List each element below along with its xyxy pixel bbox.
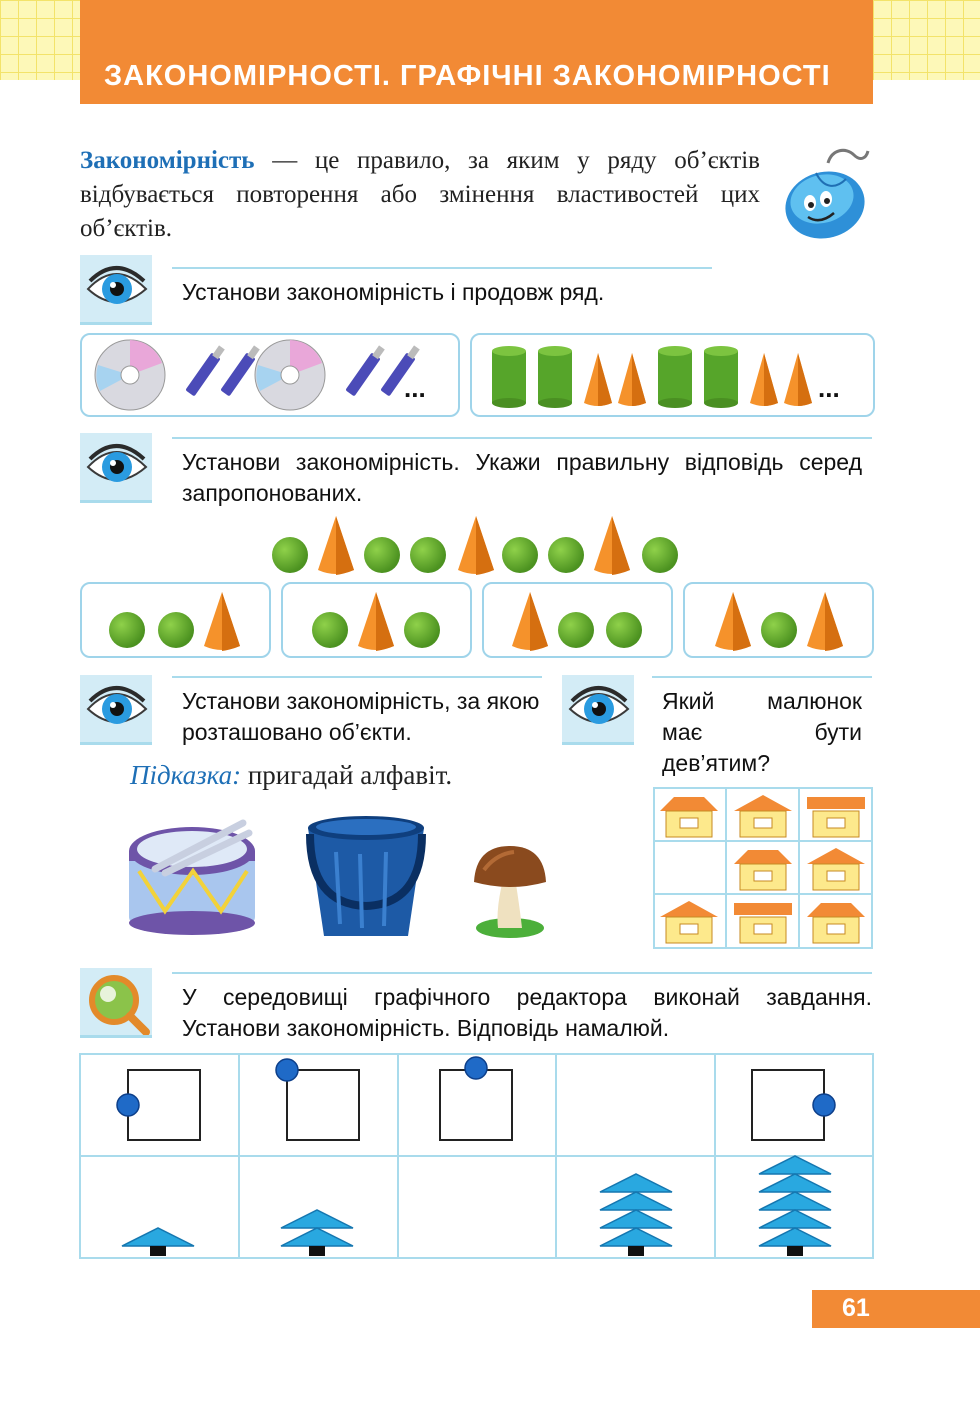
sequence-ellipsis: ... <box>818 373 840 403</box>
answer-option-4[interactable] <box>683 582 874 658</box>
answer-option-3-shapes <box>484 584 671 656</box>
task4-eye-box <box>562 675 634 743</box>
definition-text <box>80 144 760 246</box>
definition-term: Закономірність <box>80 147 255 174</box>
grid-decoration-right <box>873 0 980 80</box>
answer-option-4-shapes <box>685 584 872 656</box>
task5-rule <box>172 972 872 974</box>
task3-eye-box <box>80 675 152 743</box>
hint-text: пригадай алфавіт. <box>241 760 453 790</box>
eye-icon <box>80 675 152 743</box>
cylinder-cone-sequence <box>472 335 873 415</box>
drum-icon <box>125 815 260 935</box>
hint-label: Підказка: <box>130 760 242 790</box>
task3-hint <box>130 760 452 791</box>
eye-icon <box>562 675 634 743</box>
green-cylinder-icon <box>658 346 692 408</box>
eye-icon <box>80 433 152 501</box>
orange-cone-icon <box>750 353 778 406</box>
task1-rule <box>172 267 712 269</box>
task4-rule <box>652 676 872 678</box>
task3-rule <box>172 676 542 678</box>
usb-drive-icon <box>220 345 259 396</box>
page-number-tab <box>812 1290 980 1328</box>
computer-mouse-mascot-icon <box>780 145 880 243</box>
answer-option-1-shapes <box>82 584 269 656</box>
task2-eye-box <box>80 433 152 501</box>
task1-instruction: Установи закономірність і продовж ряд. <box>182 279 605 305</box>
task5-instruction: У середовищі графічного редактора виконай завдання. Установи закономірність. Відповідь намалюй. <box>182 984 872 1041</box>
task1-sequence-right <box>470 333 875 417</box>
page-title: ЗАКОНОМІРНОСТІ. ГРАФІЧНІ ЗАКОНОМІРНОСТІ <box>104 60 831 92</box>
orange-cone-icon <box>784 353 812 406</box>
green-cylinder-icon <box>538 346 572 408</box>
orange-cone-icon <box>618 353 646 406</box>
green-cylinder-icon <box>492 346 526 408</box>
pattern-drawing-grid <box>78 1052 875 1260</box>
usb-drive-icon <box>185 345 224 396</box>
magnifier-icon <box>80 968 152 1036</box>
bucket-icon <box>300 812 432 940</box>
usb-drive-icon <box>345 345 384 396</box>
green-cylinder-icon <box>704 346 738 408</box>
task2-rule <box>172 437 872 439</box>
task4-instruction: Який малюнок має бути дев’ятим? <box>662 688 862 776</box>
eye-icon <box>80 255 152 323</box>
task1-sequence-left <box>80 333 460 417</box>
cd-disc-icon <box>255 340 325 410</box>
task5-box <box>80 968 152 1036</box>
task2-instruction: Установи закономірність. Укажи правильну відповідь серед запропонованих. <box>182 449 862 506</box>
task1-eye-box <box>80 255 152 323</box>
mushroom-icon <box>470 840 548 940</box>
definition-body: — це правило, за яким у ряду об’єктів відбувається повторення або змінення властивостей цих об’єктів. <box>80 147 760 242</box>
ball-cone-sequence <box>268 510 688 576</box>
page-number: 61 <box>842 1294 870 1322</box>
cd-usb-sequence <box>82 335 458 415</box>
answer-option-1[interactable] <box>80 582 271 658</box>
answer-option-2-shapes <box>283 584 470 656</box>
sequence-ellipsis: ... <box>404 373 426 403</box>
orange-cone-icon <box>584 353 612 406</box>
answer-option-2[interactable] <box>281 582 472 658</box>
houses-grid <box>652 786 874 950</box>
cd-disc-icon <box>95 340 165 410</box>
task3-instruction: Установи закономірність, за якою розташовано об’єкти. <box>182 688 540 745</box>
answer-option-3[interactable] <box>482 582 673 658</box>
grid-decoration-left <box>0 0 80 80</box>
